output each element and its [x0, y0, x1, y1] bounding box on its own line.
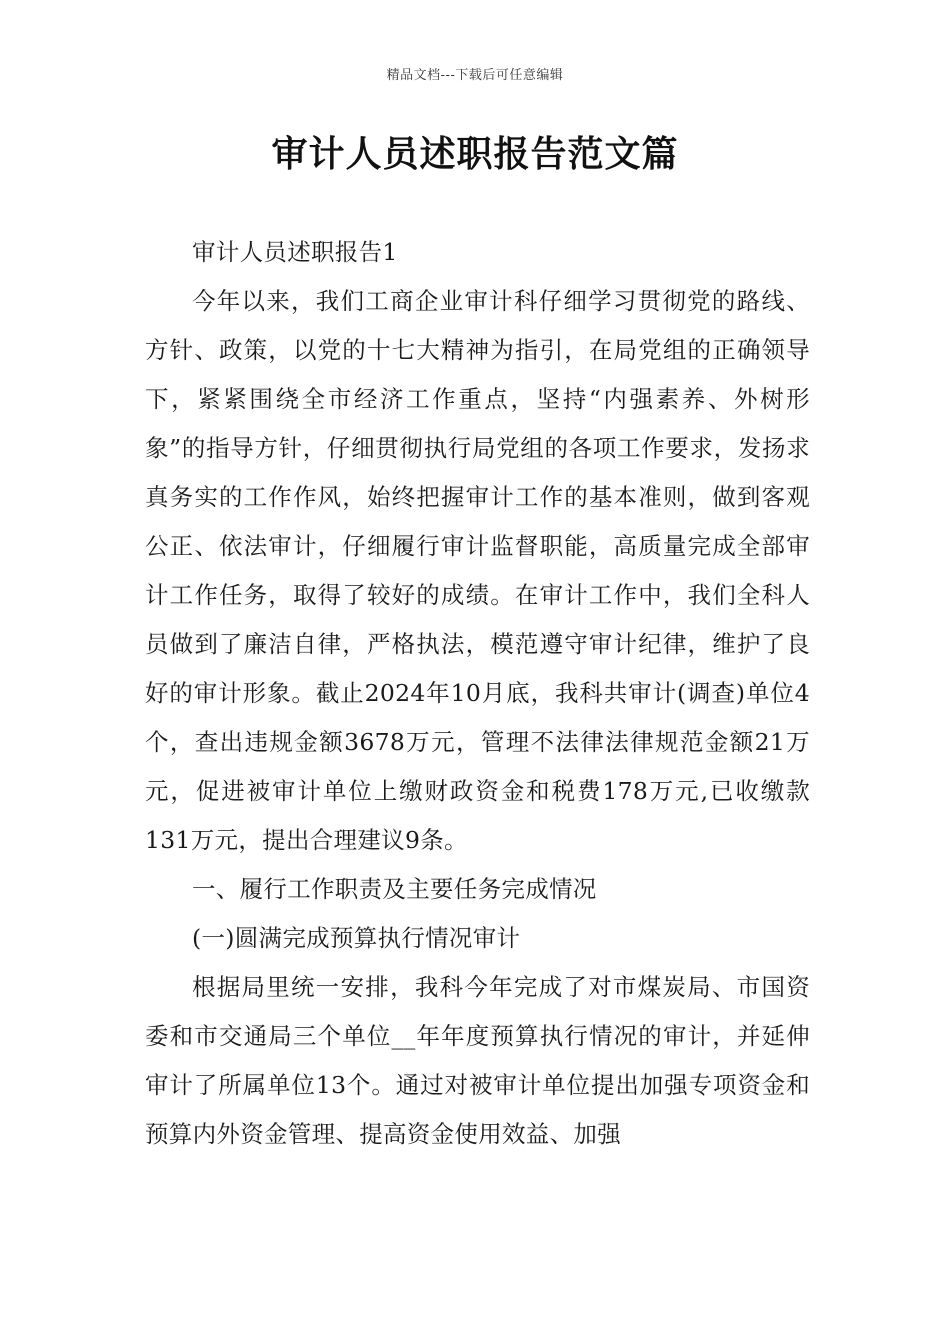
body-paragraph-intro: 今年以来，我们工商企业审计科仔细学习贯彻党的路线、方针、政策，以党的十七大精神为指引，在局党组的正确领导下，紧紧围绕全市经济工作重点，坚持“内强素养、外树形象”的指导方针，仔细贯彻执行局党组的各项工作要求，发扬求真务实的工作作风，始终把握审计工作的基本准则，做到客观公正、依法审计，仔细履行审计监督职能，高质量完成全部审计工作任务，取得了较好的成绩。在审计工作中，我们全科人员做到了廉洁自律，严格执法，模范遵守审计纪律，维护了良好的审计形象。截止2024年10月底，我科共审计(调查)单位4个，查出违规金额3678万元，管理不法律法律规范金额21万元，促进被审计单位上缴财政资金和税费178万元,已收缴款131万元，提出合理建议9条。: [145, 287, 810, 854]
section-heading-report-1: 审计人员述职报告1: [192, 238, 398, 266]
document-body: [145, 228, 810, 1159]
page-header: 精品文档---下载后可任意编辑: [386, 68, 564, 83]
subsection-heading-budget-audit: (一)圆满完成预算执行情况审计: [192, 924, 521, 952]
body-paragraph-budget-audit: 根据局里统一安排，我科今年完成了对市煤炭局、市国资委和市交通局三个单位__年年度预算执行情况的审计，并延伸审计了所属单位13个。通过对被审计单位提出加强专项资金和预算内外资金管理、提高资金使用效益、加强: [145, 973, 810, 1148]
document-title: 审计人员述职报告范文篇: [271, 134, 679, 175]
section-heading-duties: 一、履行工作职责及主要任务完成情况: [192, 875, 597, 903]
